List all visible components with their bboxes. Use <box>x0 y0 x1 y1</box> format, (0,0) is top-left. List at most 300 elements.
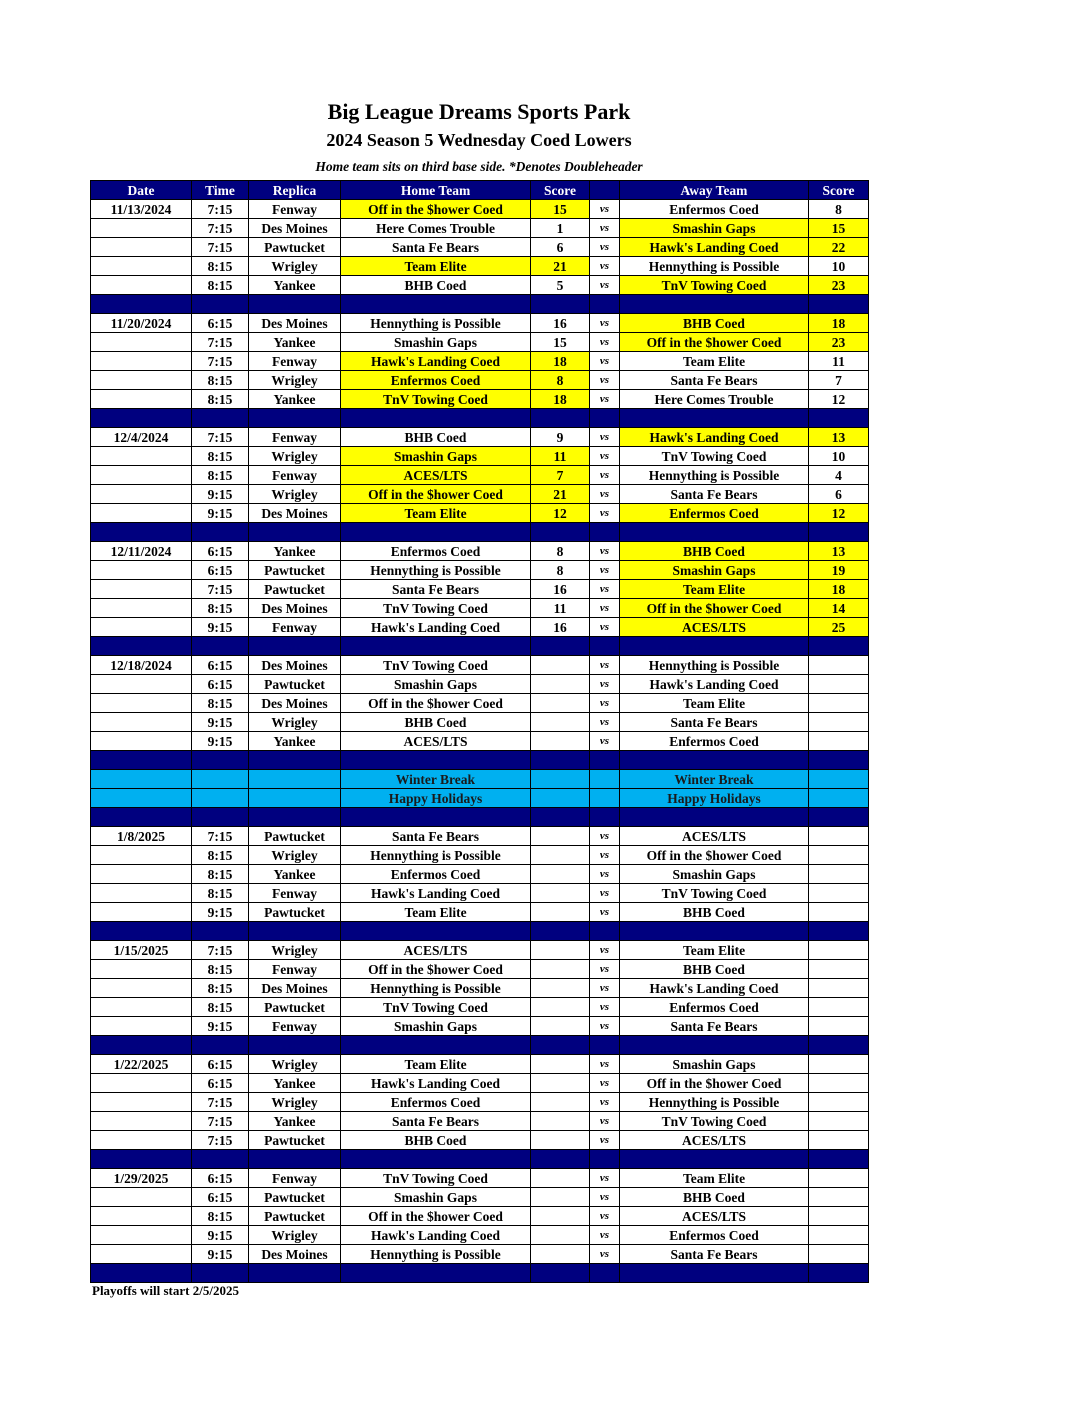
vs-label: vs <box>590 219 620 238</box>
away-score <box>809 675 869 694</box>
home-score <box>531 1093 590 1112</box>
vs-label: vs <box>590 1245 620 1264</box>
separator-cell <box>249 523 341 542</box>
page-subtitle: 2024 Season 5 Wednesday Coed Lowers <box>326 130 632 150</box>
break-empty-cell <box>249 789 341 808</box>
home-team: Smashin Gaps <box>341 675 531 694</box>
game-row <box>91 1226 869 1245</box>
vs-label: vs <box>590 257 620 276</box>
game-time: 8:15 <box>192 960 249 979</box>
home-team: Team Elite <box>341 257 531 276</box>
away-team: Smashin Gaps <box>620 1055 809 1074</box>
break-row <box>91 770 869 789</box>
col-header-time: Time <box>192 181 249 200</box>
game-time: 8:15 <box>192 371 249 390</box>
away-team: BHB Coed <box>620 542 809 561</box>
separator-cell <box>809 922 869 941</box>
break-empty-cell <box>192 789 249 808</box>
away-score <box>809 884 869 903</box>
away-team: Enfermos Coed <box>620 998 809 1017</box>
away-score: 18 <box>809 314 869 333</box>
vs-label: vs <box>590 542 620 561</box>
separator-cell <box>531 1264 590 1283</box>
game-time: 9:15 <box>192 504 249 523</box>
home-team: Smashin Gaps <box>341 1188 531 1207</box>
home-score: 8 <box>531 371 590 390</box>
vs-label: vs <box>590 352 620 371</box>
game-replica: Fenway <box>249 466 341 485</box>
game-row <box>91 656 869 675</box>
game-replica: Pawtucket <box>249 1188 341 1207</box>
game-replica: Wrigley <box>249 846 341 865</box>
game-date <box>91 1093 192 1112</box>
home-score: 18 <box>531 352 590 371</box>
away-score <box>809 865 869 884</box>
separator-cell <box>809 808 869 827</box>
vs-label: vs <box>590 447 620 466</box>
separator-cell <box>249 637 341 656</box>
away-team: Off in the $hower Coed <box>620 1074 809 1093</box>
game-replica: Yankee <box>249 1074 341 1093</box>
vs-label: vs <box>590 884 620 903</box>
home-team: Hennything is Possible <box>341 979 531 998</box>
away-score: 4 <box>809 466 869 485</box>
break-empty-cell <box>590 789 620 808</box>
away-score <box>809 1226 869 1245</box>
home-score <box>531 827 590 846</box>
game-row <box>91 219 869 238</box>
home-score <box>531 865 590 884</box>
separator-cell <box>91 637 192 656</box>
break-label-home: Winter Break <box>341 770 531 789</box>
separator-cell <box>620 808 809 827</box>
home-team: Off in the $hower Coed <box>341 960 531 979</box>
separator-cell <box>91 922 192 941</box>
game-time: 8:15 <box>192 846 249 865</box>
game-time: 7:15 <box>192 219 249 238</box>
home-score: 8 <box>531 542 590 561</box>
game-row <box>91 238 869 257</box>
home-score <box>531 732 590 751</box>
game-replica: Wrigley <box>249 1055 341 1074</box>
game-time: 8:15 <box>192 694 249 713</box>
schedule-table <box>90 180 869 1283</box>
game-replica: Pawtucket <box>249 827 341 846</box>
separator-cell <box>91 1150 192 1169</box>
playoffs-note: Playoffs will start 2/5/2025 <box>92 1283 239 1298</box>
home-team: Hawk's Landing Coed <box>341 1074 531 1093</box>
game-row <box>91 1074 869 1093</box>
game-row <box>91 390 869 409</box>
separator-cell <box>531 523 590 542</box>
vs-label: vs <box>590 485 620 504</box>
game-time: 8:15 <box>192 998 249 1017</box>
away-score: 7 <box>809 371 869 390</box>
game-replica: Fenway <box>249 352 341 371</box>
separator-cell <box>341 751 531 770</box>
game-row <box>91 466 869 485</box>
away-team: ACES/LTS <box>620 827 809 846</box>
away-team: Enfermos Coed <box>620 200 809 219</box>
separator-cell <box>620 409 809 428</box>
vs-label: vs <box>590 1188 620 1207</box>
game-row <box>91 257 869 276</box>
away-team: BHB Coed <box>620 960 809 979</box>
game-time: 8:15 <box>192 276 249 295</box>
away-score: 12 <box>809 504 869 523</box>
game-date <box>91 599 192 618</box>
home-score <box>531 675 590 694</box>
separator-cell <box>531 1150 590 1169</box>
away-score: 19 <box>809 561 869 580</box>
week-separator-row <box>91 808 869 827</box>
away-team: Team Elite <box>620 352 809 371</box>
game-time: 7:15 <box>192 1131 249 1150</box>
week-separator-row <box>91 1264 869 1283</box>
game-date <box>91 371 192 390</box>
away-team: Hennything is Possible <box>620 656 809 675</box>
home-team: Enfermos Coed <box>341 1093 531 1112</box>
week-separator-row <box>91 1036 869 1055</box>
vs-label: vs <box>590 466 620 485</box>
away-score <box>809 694 869 713</box>
game-date: 11/13/2024 <box>91 200 192 219</box>
game-date <box>91 276 192 295</box>
separator-cell <box>249 751 341 770</box>
game-row <box>91 846 869 865</box>
game-time: 7:15 <box>192 1112 249 1131</box>
game-row <box>91 1245 869 1264</box>
game-time: 8:15 <box>192 884 249 903</box>
away-score <box>809 941 869 960</box>
home-score: 18 <box>531 390 590 409</box>
game-row <box>91 276 869 295</box>
away-team: Team Elite <box>620 941 809 960</box>
separator-cell <box>249 1150 341 1169</box>
game-date: 11/20/2024 <box>91 314 192 333</box>
home-score <box>531 960 590 979</box>
home-score <box>531 884 590 903</box>
separator-cell <box>249 808 341 827</box>
game-date <box>91 504 192 523</box>
away-team: ACES/LTS <box>620 1207 809 1226</box>
away-score <box>809 1169 869 1188</box>
vs-label: vs <box>590 732 620 751</box>
vs-label: vs <box>590 941 620 960</box>
vs-label: vs <box>590 960 620 979</box>
away-team: TnV Towing Coed <box>620 276 809 295</box>
home-score: 11 <box>531 599 590 618</box>
game-date <box>91 618 192 637</box>
game-replica: Fenway <box>249 200 341 219</box>
col-header-date: Date <box>91 181 192 200</box>
break-empty-cell <box>91 789 192 808</box>
vs-label: vs <box>590 713 620 732</box>
home-score: 9 <box>531 428 590 447</box>
vs-label: vs <box>590 827 620 846</box>
separator-cell <box>249 409 341 428</box>
away-score <box>809 1112 869 1131</box>
game-date <box>91 561 192 580</box>
home-score <box>531 1112 590 1131</box>
game-replica: Des Moines <box>249 599 341 618</box>
game-time: 7:15 <box>192 827 249 846</box>
vs-label: vs <box>590 1169 620 1188</box>
game-row <box>91 504 869 523</box>
home-score: 16 <box>531 618 590 637</box>
separator-cell <box>192 1150 249 1169</box>
home-team: BHB Coed <box>341 713 531 732</box>
home-score <box>531 1188 590 1207</box>
home-team: TnV Towing Coed <box>341 656 531 675</box>
game-replica: Des Moines <box>249 314 341 333</box>
home-team: BHB Coed <box>341 1131 531 1150</box>
separator-cell <box>620 922 809 941</box>
game-date <box>91 865 192 884</box>
game-date <box>91 1074 192 1093</box>
separator-cell <box>91 1264 192 1283</box>
separator-cell <box>531 1036 590 1055</box>
separator-cell <box>590 295 620 314</box>
vs-label: vs <box>590 390 620 409</box>
game-date <box>91 1112 192 1131</box>
game-row <box>91 447 869 466</box>
separator-cell <box>531 922 590 941</box>
separator-cell <box>620 751 809 770</box>
game-date: 1/8/2025 <box>91 827 192 846</box>
game-date <box>91 238 192 257</box>
game-replica: Fenway <box>249 960 341 979</box>
break-empty-cell <box>249 770 341 789</box>
home-team: ACES/LTS <box>341 941 531 960</box>
home-score: 15 <box>531 200 590 219</box>
col-header-home-team: Home Team <box>341 181 531 200</box>
col-header-away-score: Score <box>809 181 869 200</box>
home-team: Off in the $hower Coed <box>341 200 531 219</box>
game-date <box>91 580 192 599</box>
separator-cell <box>192 523 249 542</box>
game-row <box>91 1188 869 1207</box>
home-score: 1 <box>531 219 590 238</box>
game-time: 6:15 <box>192 656 249 675</box>
separator-cell <box>341 808 531 827</box>
home-score: 16 <box>531 314 590 333</box>
game-time: 7:15 <box>192 941 249 960</box>
game-replica: Des Moines <box>249 504 341 523</box>
home-team: Smashin Gaps <box>341 333 531 352</box>
break-empty-cell <box>531 770 590 789</box>
separator-cell <box>192 808 249 827</box>
home-score: 16 <box>531 580 590 599</box>
week-separator-row <box>91 409 869 428</box>
home-team: TnV Towing Coed <box>341 390 531 409</box>
separator-cell <box>620 1036 809 1055</box>
separator-cell <box>192 295 249 314</box>
game-time: 6:15 <box>192 675 249 694</box>
separator-cell <box>531 409 590 428</box>
separator-cell <box>590 1264 620 1283</box>
game-row <box>91 1055 869 1074</box>
vs-label: vs <box>590 1017 620 1036</box>
table-header-row <box>91 181 869 200</box>
game-date <box>91 960 192 979</box>
vs-label: vs <box>590 276 620 295</box>
separator-cell <box>341 1264 531 1283</box>
home-score: 12 <box>531 504 590 523</box>
separator-cell <box>91 808 192 827</box>
separator-cell <box>192 409 249 428</box>
away-team: Here Comes Trouble <box>620 390 809 409</box>
separator-cell <box>590 409 620 428</box>
vs-label: vs <box>590 618 620 637</box>
away-score: 14 <box>809 599 869 618</box>
away-team: TnV Towing Coed <box>620 447 809 466</box>
away-score <box>809 1131 869 1150</box>
separator-cell <box>809 1150 869 1169</box>
game-replica: Yankee <box>249 1112 341 1131</box>
col-header-away-team: Away Team <box>620 181 809 200</box>
home-score <box>531 903 590 922</box>
game-replica: Pawtucket <box>249 903 341 922</box>
away-score: 22 <box>809 238 869 257</box>
game-replica: Wrigley <box>249 485 341 504</box>
game-time: 7:15 <box>192 238 249 257</box>
separator-cell <box>809 295 869 314</box>
game-date <box>91 1226 192 1245</box>
vs-label: vs <box>590 333 620 352</box>
home-team: Hennything is Possible <box>341 561 531 580</box>
page-title: Big League Dreams Sports Park <box>327 99 631 124</box>
home-score <box>531 846 590 865</box>
game-row <box>91 1017 869 1036</box>
vs-label: vs <box>590 903 620 922</box>
game-time: 6:15 <box>192 1074 249 1093</box>
game-time: 8:15 <box>192 1207 249 1226</box>
game-replica: Wrigley <box>249 447 341 466</box>
away-score <box>809 960 869 979</box>
away-team: Enfermos Coed <box>620 732 809 751</box>
away-team: Hawk's Landing Coed <box>620 238 809 257</box>
home-team: ACES/LTS <box>341 466 531 485</box>
game-replica: Yankee <box>249 865 341 884</box>
game-row <box>91 580 869 599</box>
away-score <box>809 1188 869 1207</box>
game-time: 9:15 <box>192 1245 249 1264</box>
game-date <box>91 713 192 732</box>
away-team: Hennything is Possible <box>620 1093 809 1112</box>
separator-cell <box>809 523 869 542</box>
home-team: Hawk's Landing Coed <box>341 884 531 903</box>
away-team: Team Elite <box>620 694 809 713</box>
away-team: Team Elite <box>620 580 809 599</box>
break-empty-cell <box>531 789 590 808</box>
game-row <box>91 694 869 713</box>
separator-cell <box>192 1036 249 1055</box>
game-date: 12/11/2024 <box>91 542 192 561</box>
week-separator-row <box>91 295 869 314</box>
separator-cell <box>341 1150 531 1169</box>
separator-cell <box>590 1036 620 1055</box>
away-team: Santa Fe Bears <box>620 1245 809 1264</box>
away-score: 13 <box>809 542 869 561</box>
away-score <box>809 1074 869 1093</box>
separator-cell <box>192 751 249 770</box>
away-team: Hawk's Landing Coed <box>620 428 809 447</box>
away-team: Off in the $hower Coed <box>620 846 809 865</box>
away-score <box>809 998 869 1017</box>
home-team: Off in the $hower Coed <box>341 1207 531 1226</box>
away-score <box>809 903 869 922</box>
game-row <box>91 865 869 884</box>
game-row <box>91 599 869 618</box>
separator-cell <box>192 922 249 941</box>
vs-label: vs <box>590 1093 620 1112</box>
game-date <box>91 884 192 903</box>
vs-label: vs <box>590 238 620 257</box>
home-score: 8 <box>531 561 590 580</box>
game-replica: Yankee <box>249 542 341 561</box>
separator-cell <box>590 523 620 542</box>
game-replica: Fenway <box>249 618 341 637</box>
game-time: 9:15 <box>192 1017 249 1036</box>
separator-cell <box>809 1036 869 1055</box>
away-team: ACES/LTS <box>620 1131 809 1150</box>
vs-label: vs <box>590 371 620 390</box>
game-time: 7:15 <box>192 333 249 352</box>
separator-cell <box>620 637 809 656</box>
home-score <box>531 713 590 732</box>
game-row <box>91 352 869 371</box>
home-team: TnV Towing Coed <box>341 1169 531 1188</box>
game-replica: Wrigley <box>249 371 341 390</box>
away-team: Hennything is Possible <box>620 257 809 276</box>
away-score <box>809 713 869 732</box>
game-time: 8:15 <box>192 390 249 409</box>
separator-cell <box>91 523 192 542</box>
home-score: 11 <box>531 447 590 466</box>
game-row <box>91 1169 869 1188</box>
home-team: Team Elite <box>341 504 531 523</box>
game-time: 9:15 <box>192 713 249 732</box>
col-header-replica: Replica <box>249 181 341 200</box>
separator-cell <box>341 295 531 314</box>
game-replica: Fenway <box>249 1169 341 1188</box>
game-date: 1/15/2025 <box>91 941 192 960</box>
game-time: 7:15 <box>192 352 249 371</box>
game-date <box>91 447 192 466</box>
game-time: 8:15 <box>192 865 249 884</box>
game-time: 8:15 <box>192 257 249 276</box>
separator-cell <box>341 1036 531 1055</box>
home-score <box>531 1017 590 1036</box>
vs-label: vs <box>590 694 620 713</box>
game-date <box>91 333 192 352</box>
vs-label: vs <box>590 599 620 618</box>
game-time: 6:15 <box>192 1188 249 1207</box>
game-replica: Fenway <box>249 428 341 447</box>
separator-cell <box>192 1264 249 1283</box>
separator-cell <box>249 295 341 314</box>
away-team: BHB Coed <box>620 314 809 333</box>
game-replica: Pawtucket <box>249 1207 341 1226</box>
away-team: Off in the $hower Coed <box>620 333 809 352</box>
separator-cell <box>341 523 531 542</box>
home-team: Smashin Gaps <box>341 1017 531 1036</box>
game-replica: Fenway <box>249 1017 341 1036</box>
game-row <box>91 314 869 333</box>
home-team: Hawk's Landing Coed <box>341 352 531 371</box>
game-date <box>91 390 192 409</box>
